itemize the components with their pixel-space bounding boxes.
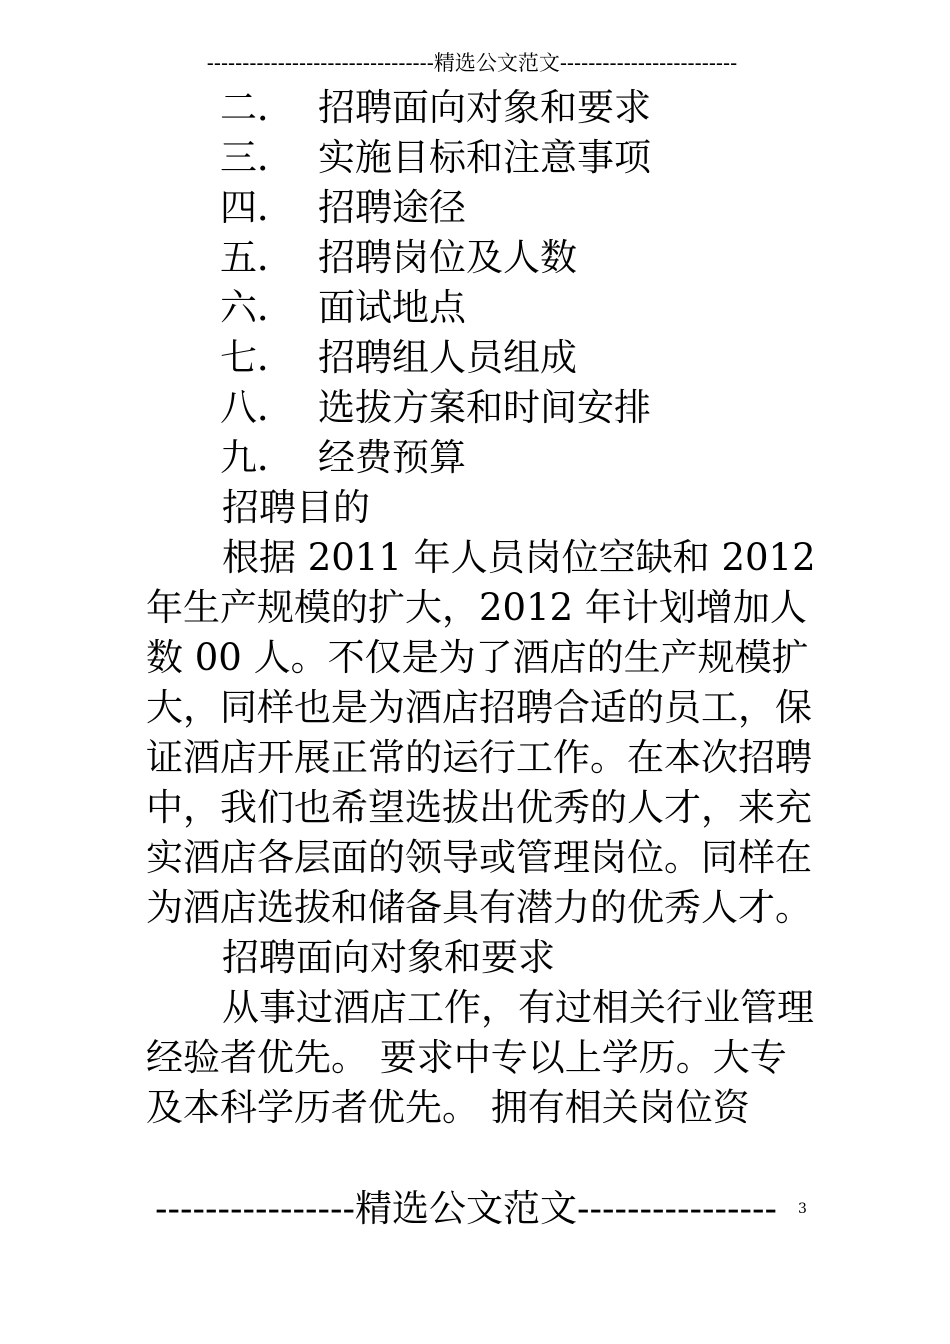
toc-number: 四． [220,186,294,229]
toc-item [220,433,820,483]
document-body [146,483,816,1133]
toc-number: 八． [220,386,294,429]
toc-number: 二． [220,86,294,129]
toc-item [220,233,820,283]
paragraph-requirements: 从事过酒店工作，有过相关行业管理经验者优先。 要求中专以上学历。大专及本科学历者优先。 拥有相关岗位资 [146,986,814,1129]
page-footer: ----------------精选公文范文---------------- [154,1187,778,1230]
toc-label: 面试地点 [318,286,466,329]
toc-item [220,183,820,233]
section-heading-purpose: 招聘目的 [222,486,370,529]
toc-label: 招聘面向对象和要求 [318,86,651,129]
toc-item [220,383,820,433]
toc-label: 实施目标和注意事项 [318,136,651,179]
toc-item [220,133,820,183]
toc-number: 六． [220,286,294,329]
toc-number: 九． [220,436,294,479]
toc-label: 招聘岗位及人数 [318,236,577,279]
toc-item [220,333,820,383]
page-header: --------------------------------精选公文范文------------------------- [206,51,738,75]
toc-number: 七． [220,336,294,379]
toc-item [220,83,820,133]
toc-label: 选拔方案和时间安排 [318,386,651,429]
toc-item [220,283,820,333]
paragraph-purpose: 根据 2011 年人员岗位空缺和 2012 年生产规模的扩大，2012 年计划增加人数 00 人。不仅是为了酒店的生产规模扩大，同样也是为酒店招聘合适的员工，保证酒店开展正常的运行工作。在本次招聘中，我们也希望选拔出优秀的人才，来充实酒店各层面的领导或管理岗位。同样在为酒店选拔和储备具有潜力的优秀人才。 [146,536,816,929]
toc-number: 三． [220,136,294,179]
toc-label: 经费预算 [318,436,466,479]
toc-list [220,83,820,483]
page-number: 3 [798,1201,807,1217]
toc-label: 招聘途径 [318,186,466,229]
section-heading-requirements: 招聘面向对象和要求 [222,936,555,979]
toc-label: 招聘组人员组成 [318,336,577,379]
toc-number: 五． [220,236,294,279]
